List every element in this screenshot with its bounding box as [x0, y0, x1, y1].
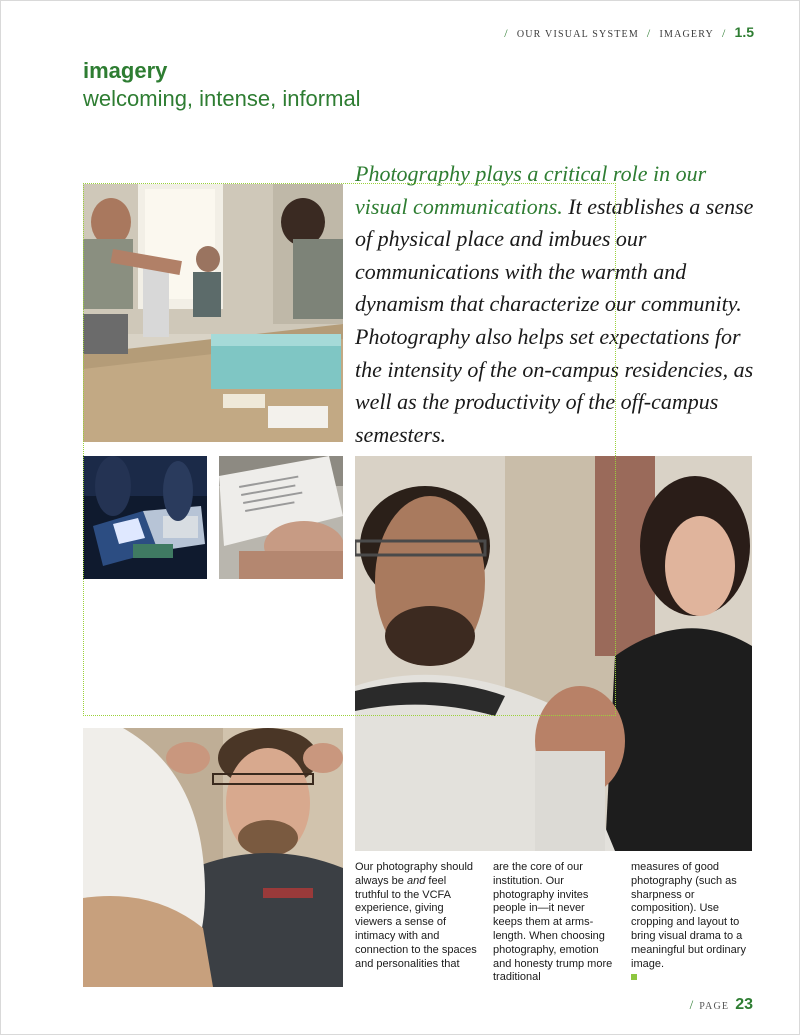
body-column-2 — [493, 861, 616, 985]
body-text: Our photography should always be — [355, 861, 474, 887]
body-column-3 — [631, 861, 754, 985]
photo-speaking-man — [355, 456, 752, 851]
photo-workshop-table — [83, 184, 343, 442]
end-mark-icon — [631, 974, 637, 980]
body-text: feel truthful to the VCFA experience, giving viewers a sense of intimacy with and connection to the spaces and personalities that — [355, 874, 477, 970]
photo-young-man — [83, 728, 343, 987]
header-section: OUR VISUAL SYSTEM — [516, 29, 639, 40]
pull-quote-body: It establishes a sense of physical place and imbues our communications with the warmth and dynamism that characterize our community. Photography also helps set expectations for the intensity of the on-campus residencies, as well as the productivity of the off-campus semesters. — [355, 193, 754, 447]
page-folio — [690, 996, 753, 1014]
body-column-1 — [355, 861, 478, 971]
folio-label: PAGE — [699, 1001, 730, 1012]
running-header — [504, 24, 754, 41]
page-title: imagery — [83, 58, 168, 83]
header-divider: / — [504, 26, 509, 40]
header-divider: / — [646, 26, 652, 40]
body-emphasis: and — [406, 874, 426, 887]
photo-light-table — [83, 456, 207, 579]
section-number: 1.5 — [734, 24, 754, 40]
photo-hand-paper — [219, 456, 343, 579]
body-text: are the core of our institution. Our photography invites people in—it never keeps them at arms-length. When choosing photography, emotion and honesty trump more traditional — [493, 861, 613, 984]
header-subsection: IMAGERY — [659, 29, 714, 40]
pull-quote — [355, 158, 755, 451]
body-text: measures of good photography (such as sharpness or composition). Use cropping and layout to bring visual drama to a meaningful but ordinary image. — [631, 861, 746, 970]
folio-divider: / — [689, 997, 694, 1012]
pull-quote-highlight: Photography plays a critical role in our visual communications. — [355, 161, 707, 219]
page-subtitle: welcoming, intense, informal — [83, 86, 361, 111]
page-number: 23 — [735, 996, 753, 1013]
header-divider: / — [721, 26, 727, 40]
